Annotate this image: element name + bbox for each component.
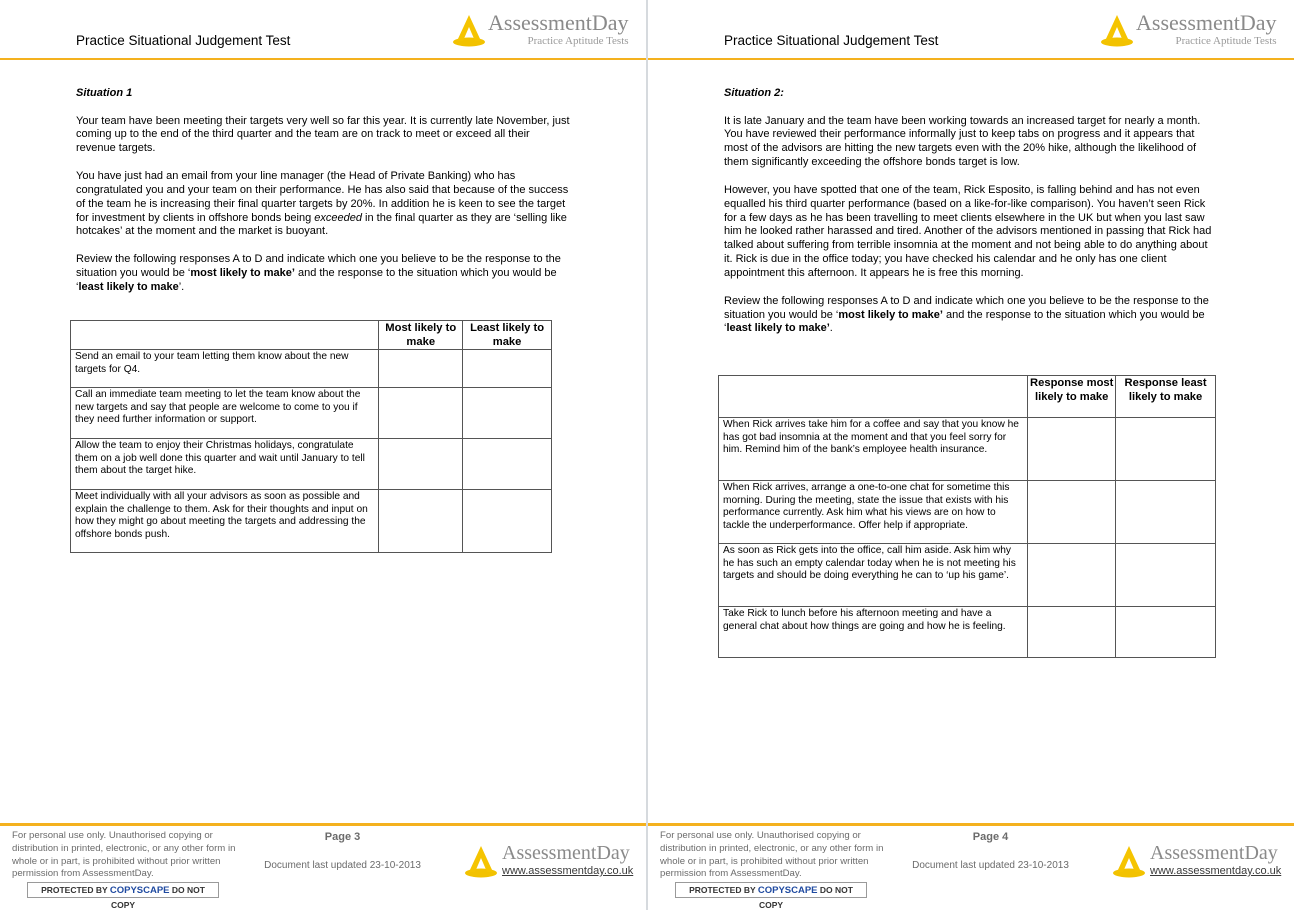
copyscape-badge[interactable]: PROTECTED BY COPYSCAPE DO NOT COPY [27,882,219,898]
footer-notice: For personal use only. Unauthorised copying or distribution in printed, electronic, or any other form in whole or in part, is prohibited without prior written permission from AssessmentDay. [12,830,236,880]
table-header-blank [719,376,1028,418]
logo-name: AssessmentDay [488,10,629,35]
response-text: Take Rick to lunch before his afternoon meeting and have a general chat about how things are going and how he is feeling. [719,607,1028,658]
paragraph-instructions: Review the following responses A to D and indicate which one you believe to be the response to the situation you would be ‘most likely to make’ and the response to the situation which you would be ‘least likely to make’. [76,252,561,293]
footer-logo [462,843,633,879]
logo-mark-icon [1110,843,1148,879]
page-number: Page 3 [324,831,361,843]
last-updated: Document last updated 23-10-2013 [912,860,1069,871]
least-likely-cell[interactable] [1116,418,1216,481]
footer-rule [0,823,646,826]
logo-name: AssessmentDay [1136,10,1277,35]
page-content [76,87,571,308]
response-text: When Rick arrives, arrange a one-to-one chat for sometime this morning. During the meeting, state the issue that exists with his performance currently. Ask him what his views are on how to tackle the underperformance. Offer help if appropriate. [719,481,1028,544]
header-title: Practice Situational Judgement Test [76,33,291,48]
response-text: As soon as Rick gets into the office, call him aside. Ask him why he has such an empty calendar today when he is not meeting his targets and should be doing everything he can to ‘up his game’. [719,544,1028,607]
response-text: Allow the team to enjoy their Christmas holidays, congratulate them on a job well done this quarter and wait until January to tell them about the target hike. [71,439,379,490]
header-logo [452,12,629,48]
table-row [719,544,1216,607]
response-text: Call an immediate team meeting to let the team know about the new targets and say that people are welcome to come to you if they need further information or support. [71,388,379,439]
paragraph-email: You have just had an email from your line manager (the Head of Private Banking) who has congratulated you and your team on their performance. He has also said that because of the success of the team he is increasing their final quarter targets by 20%. In addition he is keen to see the target for investment by clients in offshore bonds being exceeded in the final quarter as they are ‘selling like hotcakes’ at the moment and the market is buoyant. [76,169,569,238]
footer-logo [1110,843,1281,879]
most-likely-cell[interactable] [1028,607,1116,658]
most-likely-cell[interactable] [1028,544,1116,607]
page-number: Page 4 [972,831,1009,843]
table-row [719,607,1216,658]
table-row [719,481,1216,544]
least-likely-cell[interactable] [463,490,552,553]
logo-tagline: Practice Aptitude Tests [527,35,629,47]
most-likely-cell[interactable] [379,350,463,388]
table-row [71,439,552,490]
least-likely-cell[interactable] [1116,607,1216,658]
least-likely-cell[interactable] [1116,544,1216,607]
least-likely-cell[interactable] [463,388,552,439]
situation-title: Situation 2: [724,87,784,99]
header-logo [1100,12,1277,48]
paragraph-rick: However, you have spotted that one of the team, Rick Esposito, is falling behind and has not even equalled his third quarter performance (based on a like-for-like comparison). You haven’t seen Rick for a few days as he has been travelling to meet clients elsewhere in the UK but when you last saw him he looked rather harassed and tired. Another of the advisors mentioned in passing that Rick had talked about suffering from terrible insomnia at the moment and not being able to do anything about it. Rick is due in the office today; you have checked his calendar and he only has one client appointment this afternoon. It appears he is free this morning. [724,183,1212,280]
most-likely-cell[interactable] [379,388,463,439]
document-page-3 [0,0,646,910]
website-link[interactable]: www.assessmentday.co.uk [1150,865,1282,877]
website-link[interactable]: www.assessmentday.co.uk [502,865,634,877]
table-header-most-likely: Response most likely to make [1028,376,1116,418]
footer-rule [648,823,1294,826]
last-updated: Document last updated 23-10-2013 [264,860,421,871]
response-text: Send an email to your team letting them know about the new targets for Q4. [71,350,379,388]
paragraph-context: It is late January and the team have been working towards an increased target for nearly a month. You have reviewed their performance informally just to keep tabs on progress and it appears that most of the advisors are hitting the new targets even with the 20% hike, although the likelihood of them significantly exceeding the offshore bonds target is low. [724,114,1201,169]
most-likely-cell[interactable] [1028,481,1116,544]
paragraph-context: Your team have been meeting their targets very well so far this year. It is currently late November, just coming up to the end of the third quarter and the team are on track to meet or exceed all their revenue targets. [76,114,570,155]
paragraph-instructions: Review the following responses A to D and indicate which one you believe to be the response to the situation you would be ‘most likely to make’ and the response to the situation which you would be ‘least likely to make’. [724,294,1209,335]
table-header-row [719,376,1216,418]
most-likely-cell[interactable] [379,490,463,553]
logo-tagline: Practice Aptitude Tests [1175,35,1277,47]
table-row [71,490,552,553]
footer-notice: For personal use only. Unauthorised copying or distribution in printed, electronic, or any other form in whole or in part, is prohibited without prior written permission from AssessmentDay. [660,830,884,880]
logo-mark-icon [462,843,500,879]
logo-name: AssessmentDay [1150,842,1278,864]
least-likely-cell[interactable] [1116,481,1216,544]
table-row [719,418,1216,481]
table-header-blank [71,321,379,350]
situation-title: Situation 1 [76,87,133,99]
logo-name: AssessmentDay [502,842,630,864]
table-header-least-likely: Response least likely to make [1116,376,1216,418]
copyscape-badge[interactable]: PROTECTED BY COPYSCAPE DO NOT COPY [675,882,867,898]
response-text: Meet individually with all your advisors as soon as possible and explain the challenge to them. Ask for their thoughts and input on how they might go about meeting the targets and addressing the offshore bonds push. [71,490,379,553]
logo-mark-icon [452,12,486,48]
document-page-4 [648,0,1294,910]
most-likely-cell[interactable] [379,439,463,490]
page-content [724,87,1216,350]
response-text: When Rick arrives take him for a coffee and say that you know he has got bad insomnia at the moment and that you feel sorry for him. Remind him of the bank’s employee health insurance. [719,418,1028,481]
response-table [718,375,1216,658]
table-row [71,350,552,388]
least-likely-cell[interactable] [463,439,552,490]
header-rule [648,58,1294,60]
response-table [70,320,552,553]
header-title: Practice Situational Judgement Test [724,33,939,48]
most-likely-cell[interactable] [1028,418,1116,481]
table-header-row [71,321,552,350]
table-header-most-likely: Most likely to make [379,321,463,350]
least-likely-cell[interactable] [463,350,552,388]
table-header-least-likely: Least likely to make [463,321,552,350]
table-row [71,388,552,439]
header-rule [0,58,646,60]
logo-mark-icon [1100,12,1134,48]
